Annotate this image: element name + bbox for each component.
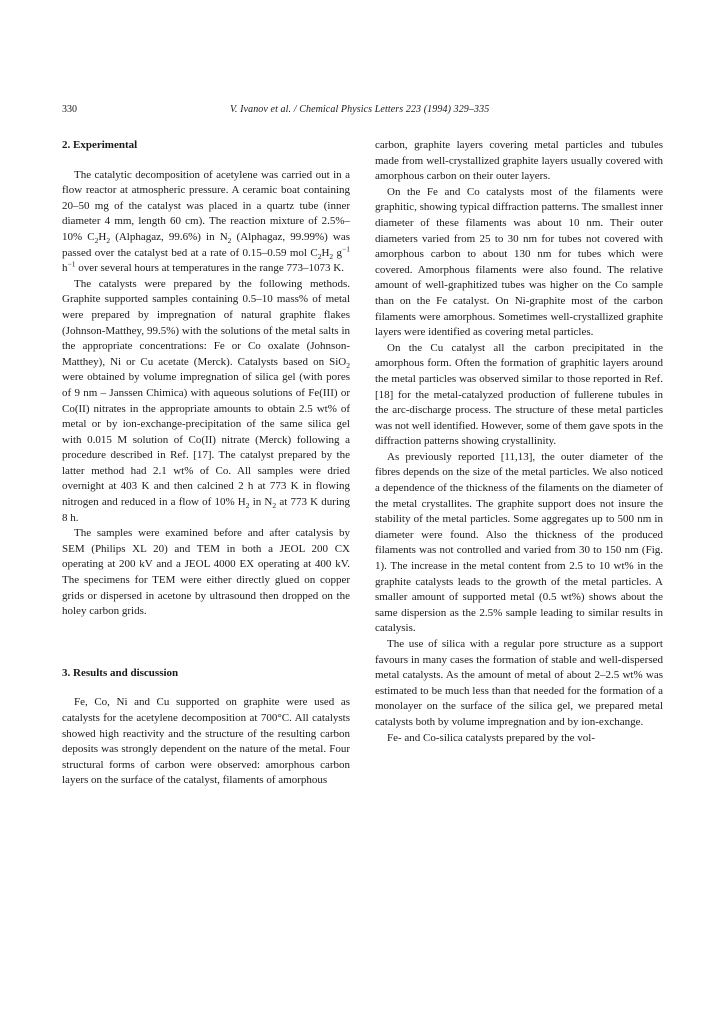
paragraph: The samples were examined before and after catalysis by SEM (Philips XL 20) and TEM in both a JEOL 200 CX operating at 200 kV and a JEOL 4000 EX operating at 400 kV. The specimens for TEM were either directly glued on copper grids or dispersed in acetone by ultrasound then dropped on the holey carbon grids. [62,527,350,618]
running-head: V. Ivanov et al. / Chemical Physics Letters 223 (1994) 329–335 [230,104,490,115]
paragraph: The catalysts were prepared by the following methods. Graphite supported samples containing 0.5–10 mass% of metal were prepared by impregnation of natural graphite flakes (Johnson-Matthey, 99.5%) with the solutions of the metal salts in the appropriate concentrations: Fe or Co oxalate (Johnson-Matthey), Ni or Cu acetate (Merck). Catalysts based on SiO$_2$ were obtained by volume impregnation of silica gel (with pores of 9 nm – Janssen Chimica) with aqueous solutions of Fe(III) or Co(II) nitrates in the appropriate amounts to obtain 2.5 wt% of metal or by ion-exchange-precipitation of the same silica gel with 0.015 M solution of Co(II) nitrate (Merck) following a procedure described in Ref. [17]. The catalyst prepared by the latter method had 2.1 wt% of Co. All samples were dried overnight at 403 K and then calcined 2 h at 773 K in flowing nitrogen and reduced in a flow of 10% $H_2$ in $N_2$ at 773 K during 8 h. [62,277,351,524]
page-number: 330 [62,104,77,115]
paragraph: Fe- and Co-silica catalysts prepared by the vol- [387,731,596,744]
running-header [62,103,671,117]
left-column [62,138,350,789]
paragraph: On the Cu catalyst all the carbon precipitated in the amorphous form. Often the formation of graphitic layers around the metal particles was observed similar to those reported in Ref. [18] for the metal-catalyzed production of fullerene tubules in the arc-discharge process. The structure of these metal particles was not well identified. However, some of them gave spots in the diffraction patterns showing crystallinity. [375,341,663,448]
section-heading-results: 3. Results and discussion [62,666,179,679]
paragraph: On the Fe and Co catalysts most of the filaments were graphitic, showing typical diffraction patterns. The smallest inner diameter of these filaments was about 10 nm. Their outer diameters varied from 25 to 30 nm for tubes not covered with amorphous carbon to about 130 nm for tubes which were covered. Amorphous filaments were also found. The relative amount of well-graphitized tubes was higher on the Co sample than on the Fe catalyst. On Ni-graphite most of the carbon filaments were amorphous. Sometimes well-crystallized graphite layers were identified as covering metal particles. [375,185,663,339]
paragraph: carbon, graphite layers covering metal particles and tubules made from well-crystallized graphite layers usually covered with amorphous carbon on their outer layers. [375,139,663,183]
paragraph: The catalytic decomposition of acetylene was carried out in a flow reactor at atmospheric pressure. A ceramic boat containing 20–50 mg of the catalyst was placed in a quartz tube (inner diameter 4 mm, length 60 cm). The reaction mixture of 2.5%–10% $C_2H_2$ (Alphagaz, 99.6%) in $N_2$ (Alphagaz, 99.99%) was passed over the catalyst bed at a rate of 0.15–0.59 mol $C_2H_2$ $g^{-1}$ $h^{-1}$ over several hours at temperatures in the range 773–1073 K. [62,168,351,275]
right-column [375,138,663,746]
paragraph: Fe, Co, Ni and Cu supported on graphite were used as catalysts for the acetylene decomposition at 700°C. All catalysts showed high reactivity and the structure of the resulting carbon deposits was strongly dependent on the nature of the metal. Four structural forms of carbon were observed: amorphous carbon layers on the surface of the catalyst, filaments of amorphous [62,696,350,787]
paragraph: The use of silica with a regular pore structure as a support favours in many cases the formation of stable and well-dispersed metal catalysts. As the amount of metal of about 2–2.5 wt% was estimated to be much less than that needed for the formation of a monolayer on the surface of the silica gel, we prepared metal catalysts both by volume impregnation and by ion-exchange. [375,638,663,728]
section-heading-experimental: 2. Experimental [62,139,138,151]
paragraph: As previously reported [11,13], the outer diameter of the fibres depends on the size of the metal particles. We also noticed a dependence of the thickness of the filaments on the diameter of the metal crystallites. The graphite support does not insure the stability of the metal particles. Some aggregates up to 500 nm in diameter were found. Also the thickness of the produced filaments was not controlled and varied from 30 to 150 nm (Fig. 1). The increase in the metal content from 2.5 to 10 wt% in the graphite catalysts leads to the growth of the metal particles. A smaller amount of supported metal (0.5 wt%) shows about the same dispersion as the 2.5% sample leading to similar results in catalysis. [375,450,663,635]
